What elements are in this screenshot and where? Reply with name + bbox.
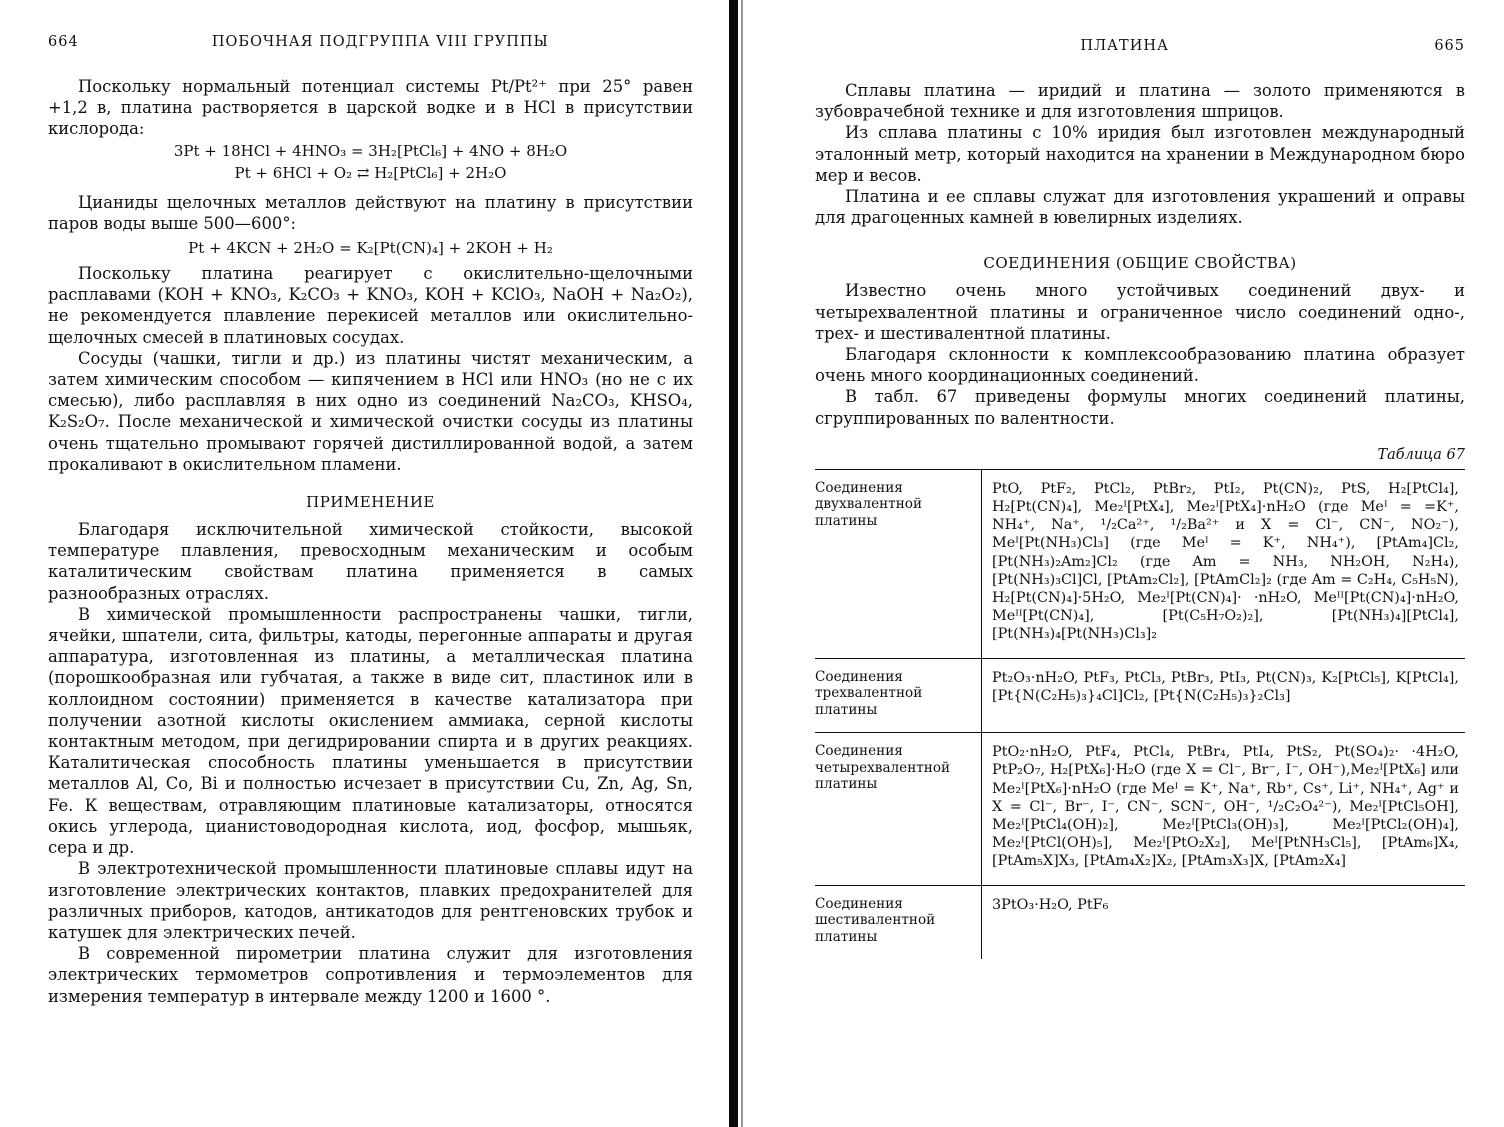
paragraph: В электротехнической промышленности платиновые сплавы идут на изготовление электрических контактов, плавких предохранителей для различных приборов, катодов, антикатодов для рентгеновских трубок и катушек для электрических печей. — [48, 859, 693, 942]
paragraph: Из сплава платины с 10% иридия был изготовлен международный эталонный метр, который находится на хранении в Международном бюро мер и весов. — [815, 123, 1465, 185]
table-row-formulas: PtO₂·nH₂O, PtF₄, PtCl₄, PtBr₄, PtI₄, PtS₂, Pt(SO₄)₂· ·4H₂O, PtP₂O₇, H₂[PtX₆]·H₂O (где X = Cl⁻, Br⁻, I⁻, OH⁻),Me₂ᴵ[PtX₆] или Me₂ᴵ[PtX₆]·nH₂O (где Meᴵ = K⁺, Na⁺, Rb⁺, Cs⁺, Li⁺, NH₄⁺, Ag⁺ и X = Cl⁻, Br⁻, I⁻, CN⁻, SCN⁻, OH⁻, ¹/₂C₂O₄²⁻), Me₂ᴵ[PtCl₅OH], Me₂ᴵ[PtCl₄(OH)₂], Me₂ᴵ[PtCl₃(OH)₃], Me₂ᴵ[PtCl₂(OH)₄], Me₂ᴵ[PtCl(OH)₅], Me₂ᴵ[PtO₂X₂], Meᴵ[PtNH₃Cl₅], [PtAm₆]X₄, [PtAm₅X]X₃, [PtAm₄X₂]X₂, [PtAm₃X₃]X, [PtAm₂X₄] — [982, 733, 1466, 885]
table-row-label: Соединения трехвалентной платины — [815, 658, 982, 733]
table-row-label: Соединения двухвалентной платины — [815, 469, 982, 658]
paragraph: Благодаря склонности к комплексообразованию платина образует очень много координационных соединений. — [815, 345, 1465, 386]
table-row-label: Соединения четырехвалентной платины — [815, 733, 982, 885]
left-text-column — [48, 76, 693, 1007]
section-heading-application: ПРИМЕНЕНИЕ — [306, 493, 435, 512]
paragraph: Поскольку платина реагирует с окислительно-щелочными расплавами (KOH + KNO₃, K₂CO₃ + KNO₃, KOH + KClO₃, NaOH + Na₂O₂), не рекомендуется плавление перекисей металлов или окислительно-щелочных смесей в платиновых сосудах. — [48, 264, 693, 347]
table-row-formulas: 3PtO₃·H₂O, PtF₆ — [982, 885, 1466, 959]
left-page — [0, 0, 730, 1127]
paragraph: В табл. 67 приведены формулы многих соединений платины, сгруппированных по валентности. — [815, 387, 1465, 428]
paragraph: Поскольку нормальный потенциал системы Pt/Pt²⁺ при 25° равен +1,2 в, платина растворяется в царской водке и в HCl в присутствии кислорода: — [48, 77, 693, 139]
right-page — [745, 0, 1504, 1127]
paragraph: В химической промышленности распространены чашки, тигли, ячейки, шпатели, сита, фильтры, катоды, перегонные аппараты и другая аппаратура, изготовленная из платины, а металлическая платина (порошкообразная или губчатая, а также в виде сит, пластинок или в коллоидном состоянии) применяется в качестве катализатора при получении азотной кислоты окислением аммиака, серной кислоты контактным методом, при дегидрировании спирта и в других реакциях. Каталитическая способность платины уменьшается в присутствии металлов Al, Co, Bi и полностью исчезает в присутствии Cu, Zn, Ag, Sn, Fe. К веществам, отравляющим платиновые катализаторы, относятся окись углерода, цианистоводородная кислота, иод, фосфор, мышьяк, сера и др. — [48, 604, 693, 858]
paragraph: В современной пирометрии платина служит для изготовления электрических термометров сопротивления и термоэлементов для измерения температур в интервале между 1200 и 1600 °. — [48, 944, 693, 1006]
paragraph: Цианиды щелочных металлов действуют на платину в присутствии паров воды выше 500—600°: — [48, 192, 693, 233]
section-heading-compounds: СОЕДИНЕНИЯ (ОБЩИЕ СВОЙСТВА) — [983, 254, 1297, 273]
paragraph: Сосуды (чашки, тигли и др.) из платины чистят механическим, а затем химическим способом — кипячением в HCl или HNO₃ (но не с их смесью), либо расплавляя в них одно из соединений Na₂CO₃, KHSO₄, K₂S₂O₇. После механической и химической очистки сосуды из платины очень тщательно промывают горячей дистиллированной водой, а затем прокаливают в окислительном пламени. — [48, 348, 693, 474]
table-row — [815, 733, 1465, 885]
compounds-table — [815, 469, 1465, 959]
table-row-label: Соединения шестивалентной платины — [815, 885, 982, 959]
right-text-column — [815, 80, 1465, 959]
right-running-head — [815, 38, 1465, 54]
equation: Pt + 6HCl + O₂ ⇄ H₂[PtCl₆] + 2H₂O — [234, 163, 507, 182]
left-running-head — [48, 34, 682, 50]
right-page-number: 665 — [1434, 38, 1465, 54]
book-spine — [729, 0, 738, 1127]
equation: Pt + 4KCN + 2H₂O = K₂[Pt(CN)₄] + 2KOH + H₂ — [188, 239, 553, 258]
table-caption: Таблица 67 — [1377, 446, 1465, 463]
table-row — [815, 469, 1465, 658]
table-row — [815, 658, 1465, 733]
right-running-title: ПЛАТИНА — [1080, 38, 1169, 54]
equation: 3Pt + 18HCl + 4HNO₃ = 3H₂[PtCl₆] + 4NO + 8H₂O — [173, 141, 568, 160]
table-row-formulas: Pt₂O₃·nH₂O, PtF₃, PtCl₃, PtBr₃, PtI₃, Pt(CN)₃, K₂[PtCl₅], K[PtCl₄], [Pt{N(C₂H₅)₃}₄Cl]Cl₂, [Pt{N(C₂H₅)₃}₂Cl₃] — [982, 658, 1466, 733]
book-spine-edge — [741, 0, 743, 1127]
table-row-formulas: PtO, PtF₂, PtCl₂, PtBr₂, PtI₂, Pt(CN)₂, PtS, H₂[PtCl₄], H₂[Pt(CN)₄], Me₂ᴵ[PtX₄], Me₂ᴵ[PtX₄]·nH₂O (где Meᴵ = =K⁺, NH₄⁺, Na⁺, ¹/₂Ca²⁺, ¹/₂Ba²⁺ и X = Cl⁻, CN⁻, NO₂⁻), Meᴵ[Pt(NH₃)Cl₃] (где Meᴵ = K⁺, NH₄⁺), [PtAm₄]Cl₂, [Pt(NH₃)₂Am₂]Cl₂ (где Am = NH₃, NH₂OH, N₂H₄), [Pt(NH₃)₃Cl]Cl, [PtAm₂Cl₂], [PtAmCl₂]₂ (где Am = C₂H₄, C₅H₅N), H₂[Pt(CN)₄]·5H₂O, Me₂ᴵ[Pt(CN)₄]· ·nH₂O, Meᴵᴵ[Pt(CN)₄]·nH₂O, Meᴵᴵ[Pt(CN)₄], [Pt(C₅H₇O₂)₂], [Pt(NH₃)₄][PtCl₄], [Pt(NH₃)₄[Pt(NH₃)Cl₃]₂ — [992, 480, 1459, 643]
table-row — [815, 885, 1465, 959]
paragraph: Известно очень много устойчивых соединений двух- и четырехвалентной платины и ограниченное число соединений одно-, трех- и шестивалентной платины. — [815, 281, 1465, 343]
paragraph: Благодаря исключительной химической стойкости, высокой температуре плавления, превосходным механическим и особым каталитическим свойствам платина применяется в самых разнообразных отраслях. — [48, 520, 693, 603]
paragraph: Платина и ее сплавы служат для изготовления украшений и оправы для драгоценных камней в ювелирных изделиях. — [815, 187, 1465, 228]
left-running-title: ПОБОЧНАЯ ПОДГРУППА VIII ГРУППЫ — [211, 34, 549, 50]
left-page-number: 664 — [48, 34, 79, 50]
paragraph: Сплавы платина — иридий и платина — золото применяются в зубоврачебной технике и для изготовления шприцов. — [815, 81, 1465, 122]
